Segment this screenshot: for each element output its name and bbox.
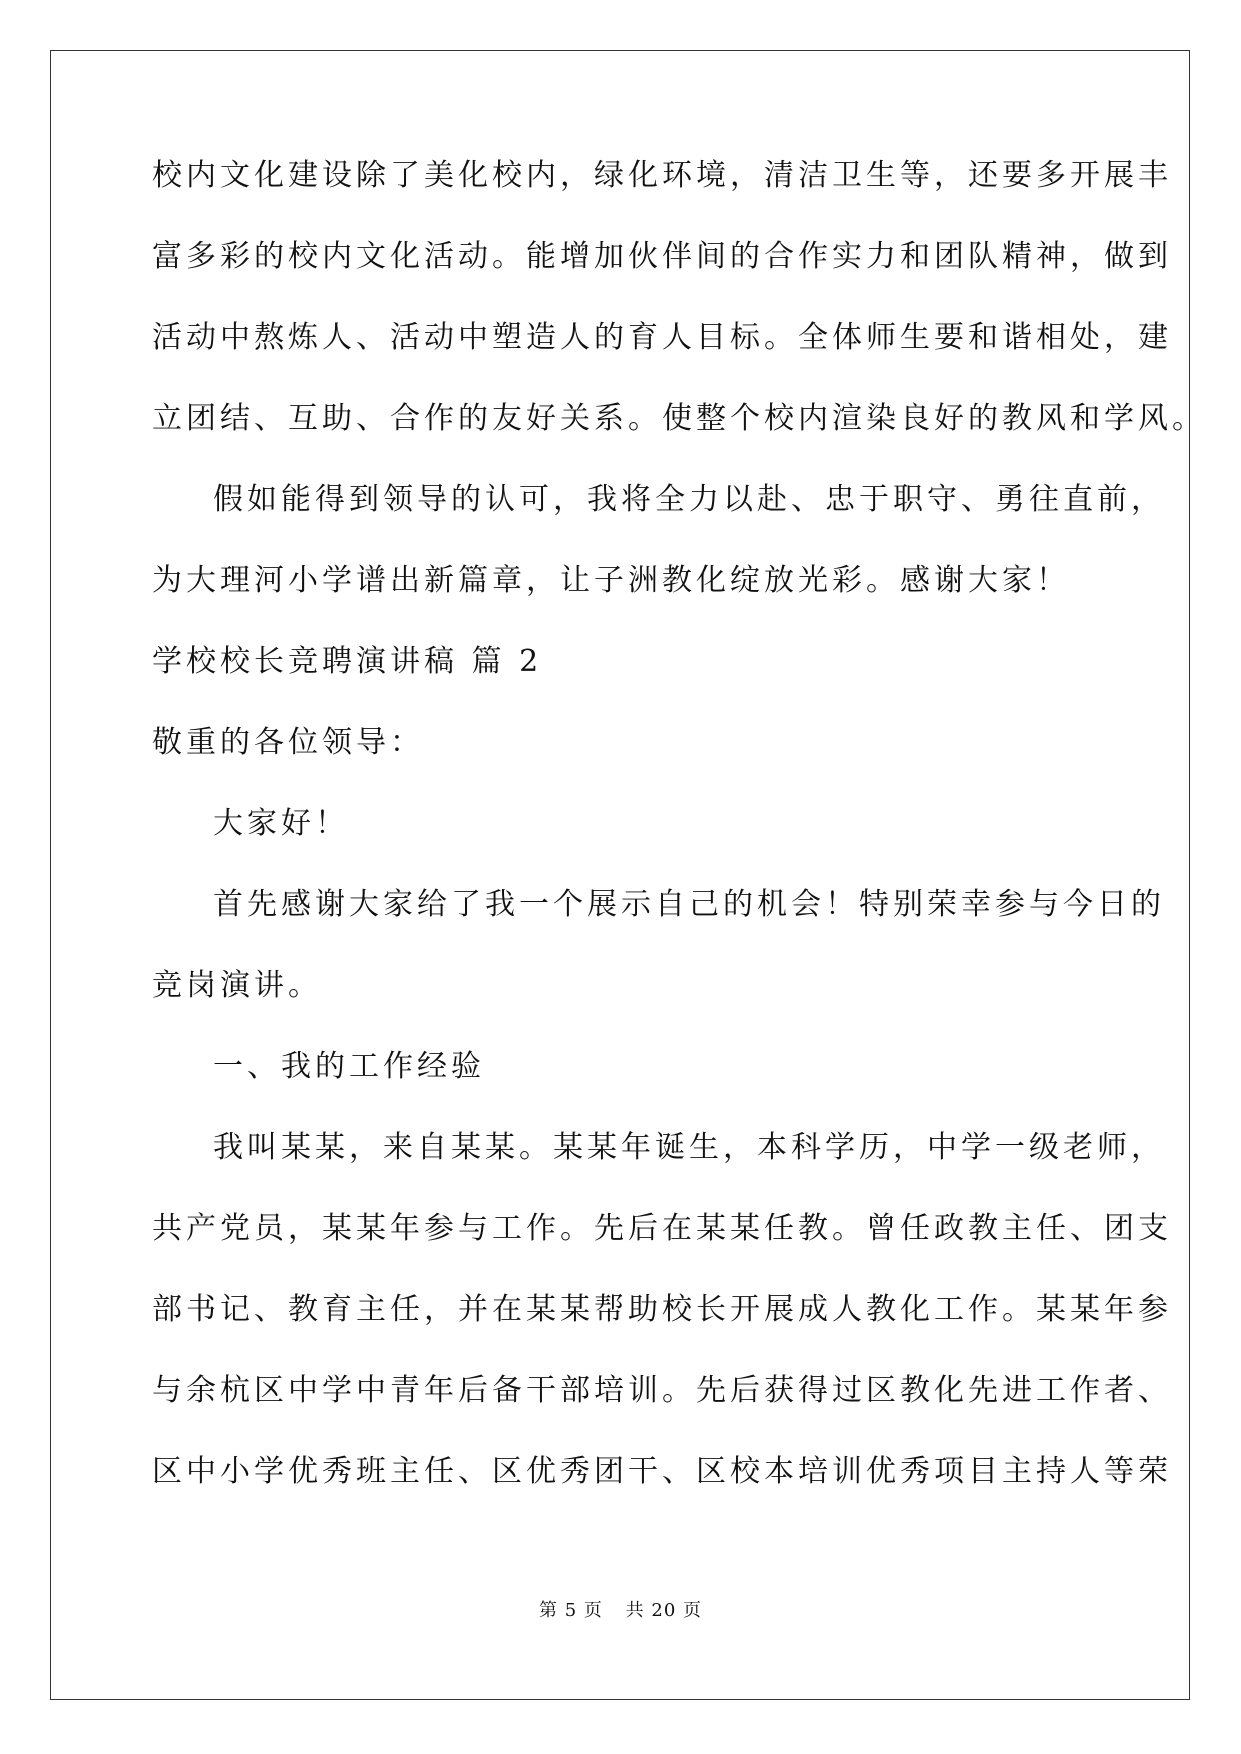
text-line: 区中小学优秀班主任、区优秀团干、区校本培训优秀项目主持人等荣 xyxy=(152,1454,1172,1489)
text-line: 首先感谢大家给了我一个展示自己的机会！特别荣幸参与今日的 xyxy=(213,887,1165,922)
text-line: 我叫某某，来自某某。某某年诞生，本科学历，中学一级老师， xyxy=(213,1130,1165,1165)
page-footer xyxy=(0,1596,1241,1622)
text-line: 校内文化建设除了美化校内，绿化环境，清洁卫生等，还要多开展丰 xyxy=(152,158,1172,193)
text-line: 与余杭区中学中青年后备干部培训。先后获得过区教化先进工作者、 xyxy=(152,1373,1172,1408)
text-line: 共产党员，某某年参与工作。先后在某某任教。曾任政教主任、团支 xyxy=(152,1211,1172,1246)
text-line: 假如能得到领导的认可，我将全力以赴、忠于职守、勇往直前， xyxy=(213,482,1165,517)
text-line: 立团结、互助、合作的友好关系。使整个校内渲染良好的教风和学风。 xyxy=(152,401,1206,436)
text-line: 为大理河小学谱出新篇章，让子洲教化绽放光彩。感谢大家！ xyxy=(152,563,1070,598)
text-line: 部书记、教育主任，并在某某帮助校长开展成人教化工作。某某年参 xyxy=(152,1292,1172,1327)
page-total: 共 20 页 xyxy=(625,1600,702,1621)
page-number: 第 5 页 xyxy=(539,1600,603,1621)
salutation: 敬重的各位领导： xyxy=(152,725,424,760)
section-heading: 学校校长竞聘演讲稿 篇 2 xyxy=(152,644,543,679)
text-line: 富多彩的校内文化活动。能增加伙伴间的合作实力和团队精神，做到 xyxy=(152,239,1172,274)
greeting: 大家好！ xyxy=(213,806,349,841)
subsection-heading: 一、我的工作经验 xyxy=(213,1049,485,1084)
text-line: 竞岗演讲。 xyxy=(152,968,322,1003)
text-line: 活动中熬炼人、活动中塑造人的育人目标。全体师生要和谐相处，建 xyxy=(152,320,1172,355)
